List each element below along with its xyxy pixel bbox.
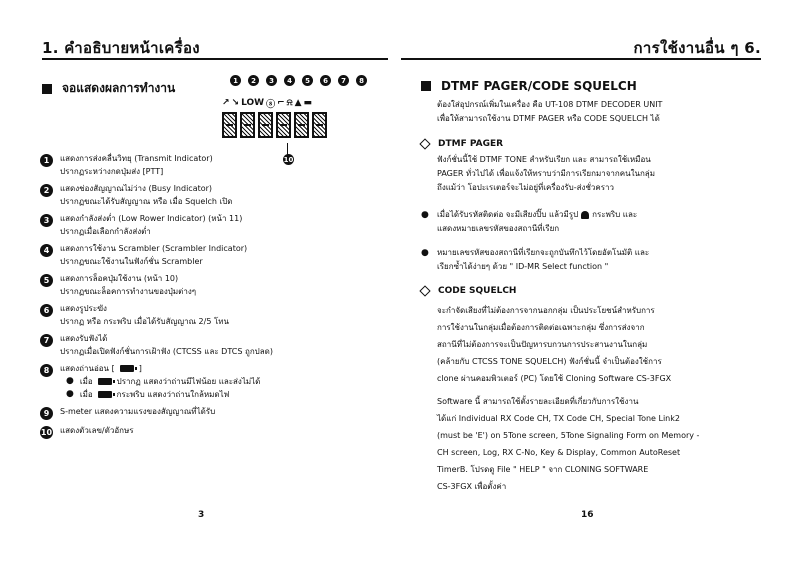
transmit-indicator-icon: ↗ — [222, 98, 230, 108]
legend-number: 9 — [40, 407, 53, 420]
paragraph-line: CH screen, Log, RX C-No, Key & Display, Common AutoReset — [437, 448, 681, 457]
lcd-indicators — [222, 96, 334, 110]
legend-item — [40, 302, 390, 328]
callout-number: 2 — [248, 75, 259, 86]
bullet-text: หมายเลขรหัสของสถานีที่เรียกจะถูกบันทึกไว้โดยอัตโนมัติ และ — [437, 248, 650, 257]
battery-icon — [120, 365, 134, 372]
callout-number: 10 — [283, 155, 294, 164]
paragraph-line: PAGER ทั่วไปได้ เพื่อแจ้งให้ทราบว่ามีการเรียกมาจากคนในกลุ่ม — [437, 169, 655, 178]
title-rule — [401, 58, 761, 60]
legend-number: 10 — [40, 428, 53, 437]
legend-line-end: ] — [138, 364, 142, 373]
legend-line: ปรากฏ หรือ กระพริบ เมื่อได้รับสัญญาณ 2/5 โทน — [60, 317, 230, 326]
intro-line: ต้องใส่อุปกรณ์เพิ่มในเครื่อง คือ UT-108 DTMF DECODER UNIT — [437, 100, 663, 109]
legend-item — [40, 182, 390, 208]
lcd-digit — [240, 112, 255, 138]
bell-icon: ⍾ — [286, 98, 293, 108]
paragraph-line: (must be 'E') on 5Tone screen, 5Tone Signaling Form on Memory - — [437, 431, 700, 440]
right-page — [397, 0, 793, 567]
bullet-item — [421, 246, 771, 274]
sub-heading-text: CODE SQUELCH — [438, 286, 517, 296]
legend-item — [40, 424, 390, 439]
legend-line: แสดงรับฟังได้ — [60, 334, 108, 343]
legend-item — [40, 242, 390, 268]
dtmf-pager-heading — [421, 139, 503, 149]
legend-line: ปรากฏขณะล็อคการทำงานของปุ่มต่างๆ — [60, 287, 197, 296]
legend-line: แสดงการล็อคปุ่มใช้งาน (หน้า 10) — [60, 274, 179, 283]
paragraph-line: (คล้ายกับ CTCSS TONE SQUELCH) ฟังก์ชั่นนี้ จำเป็นต้องใช้การ — [437, 357, 662, 366]
legend-item-battery — [40, 362, 390, 401]
bullet-dot-icon: ● — [421, 248, 429, 258]
busy-indicator-icon: ↘ — [231, 98, 240, 108]
bullet-dot-icon: ● — [66, 376, 74, 386]
legend-line: แสดงถ่านอ่อน [ — [60, 364, 115, 373]
legend-item — [40, 152, 390, 178]
bullet-dot-icon: ● — [421, 210, 429, 220]
battery-icon: ▬ — [303, 98, 313, 108]
lcd-digit — [294, 112, 309, 138]
sub-text: กระพริบ แสดงว่าถ่านใกล้หมดไฟ — [116, 390, 230, 399]
squelch-paragraph — [437, 302, 767, 387]
lcd-digit — [312, 112, 327, 138]
callout-number: 5 — [302, 75, 313, 86]
paragraph-line: ได้แก่ Individual RX Code CH, TX Code CH, Special Tone Link2 — [437, 414, 680, 423]
lcd-digit — [276, 112, 291, 138]
left-page — [0, 0, 396, 567]
legend-line: ปรากฏขณะใช้งานในฟังก์ชั่น Scrambler — [60, 257, 203, 266]
battery-icon — [98, 378, 112, 385]
battery-icon — [98, 391, 112, 398]
callout-number: 3 — [266, 75, 277, 86]
bullet-text: แสดงหมายเลขรหัสของสถานีที่เรียก — [437, 224, 560, 233]
software-paragraph — [437, 393, 767, 495]
bullet-text: เรียกซ้ำได้ง่ายๆ ด้วย " ID-MR Select function " — [437, 262, 609, 271]
callout-number: 6 — [320, 75, 331, 86]
square-bullet-icon — [421, 81, 431, 91]
page-title: การใช้งานอื่น ๆ 6. — [633, 39, 761, 57]
legend-line: แสดงตัวเลข/ตัวอักษร — [60, 426, 134, 435]
bullet-dot-icon: ● — [66, 389, 74, 399]
bullet-text: กระพริบ และ — [592, 210, 638, 219]
callout-number: 7 — [338, 75, 349, 86]
lcd-digit — [258, 112, 273, 138]
bullet-text: เมื่อได้รับรหัสติดต่อ จะมีเสียงปิ๊บ แล้วมีรูป — [437, 210, 579, 219]
legend-number: 5 — [40, 274, 53, 287]
paragraph-line: จะกำจัดเสียงที่ไม่ต้องการจากนอกกลุ่ม เป็นประโยชน์สำหรับการ — [437, 306, 655, 315]
title-rule — [42, 58, 388, 60]
diamond-bullet-icon — [419, 138, 430, 149]
legend-line: แสดงรูประฆัง — [60, 304, 107, 313]
callout-number: 8 — [356, 75, 367, 86]
pager-paragraph — [437, 153, 767, 195]
paragraph-line: สถานีที่ไม่ต้องการจะเป็นปัญหารบกวนการประสานงานในกลุ่ม — [437, 340, 648, 349]
legend-item — [40, 405, 390, 420]
code-squelch-heading — [421, 286, 516, 296]
legend-item — [40, 272, 390, 298]
paragraph-line: Software นี้ สามารถใช้ตั้งรายละเอียดที่เกี่ยวกับการใช้งาน — [437, 397, 639, 406]
legend-line: ปรากฏเมื่อเปิดฟังก์ชั่นการเฝ้าฟัง (CTCSS และ DTCS ถูกปลด) — [60, 347, 273, 356]
callout-numbers — [230, 75, 367, 86]
paragraph-line: ถึงแม้ว่า โอปะเรเตอร์จะไม่อยู่ที่เครื่องรับ-ส่งชั่วคราว — [437, 183, 614, 192]
legend-number: 3 — [40, 214, 53, 227]
legend-line: ปรากฏขณะได้รับสัญญาณ หรือ เมื่อ Squelch เปิด — [60, 197, 233, 206]
section-heading — [42, 79, 175, 98]
legend-line: S-meter แสดงความแรงของสัญญาณที่ได้รับ — [60, 407, 216, 416]
legend-number: 4 — [40, 244, 53, 257]
bell-icon — [581, 211, 589, 219]
legend-item — [40, 332, 390, 358]
key-lock-icon: ⌐ — [277, 98, 285, 108]
legend-number: 8 — [40, 364, 53, 377]
sub-prefix: เมื่อ — [79, 390, 93, 399]
paragraph-line: TimerB. โปรดดู File " HELP " จาก CLONING SOFTWARE — [437, 465, 649, 474]
legend-list — [40, 152, 390, 443]
lcd-display — [222, 96, 334, 142]
low-power-indicator: LOW — [241, 98, 265, 108]
legend-line: แสดงกำลังส่งต่ำ (Low Rower Indicator) (หน้า 11) — [60, 214, 243, 223]
legend-number: 7 — [40, 334, 53, 347]
page-number: 16 — [581, 510, 594, 520]
paragraph-line: การใช้งานในกลุ่มเมื่อต้องการติดต่อเฉพาะกลุ่ม ซึ่งการส่งจาก — [437, 323, 645, 332]
callout-number: 1 — [230, 75, 241, 86]
legend-number: 1 — [40, 154, 53, 167]
legend-line: แสดงการส่งคลื่นวิทยุ (Transmit Indicator) — [60, 154, 213, 163]
paragraph-line: ฟังก์ชั่นนี้ใช้ DTMF TONE สำหรับเรียก และ สามารถใช้เหมือน — [437, 155, 651, 164]
sub-text: ปรากฏ แสดงว่าถ่านมีไฟน้อย และส่งไม่ได้ — [116, 377, 261, 386]
page-title: 1. คำอธิบายหน้าเครื่อง — [42, 39, 200, 57]
section-heading-text: จอแสดงผลการทำงาน — [62, 81, 176, 95]
scrambler-icon: ⓢ — [266, 99, 276, 110]
paragraph-line: clone ผ่านคอมพิวเตอร์ (PC) โดยใช้ Cloning Software CS-3FGX — [437, 374, 672, 383]
sub-prefix: เมื่อ — [79, 377, 93, 386]
legend-number: 2 — [40, 184, 53, 197]
section-heading — [421, 79, 637, 93]
section-heading-text: DTMF PAGER/CODE SQUELCH — [441, 79, 637, 93]
paragraph-line: CS-3FGX เพื่อตั้งค่า — [437, 482, 507, 491]
legend-line: ปรากฏระหว่างกดปุ่มส่ง [PTT] — [60, 167, 164, 176]
lcd-digits — [222, 112, 334, 138]
bullet-item — [421, 208, 771, 236]
diamond-bullet-icon — [419, 285, 430, 296]
legend-number: 6 — [40, 304, 53, 317]
legend-line: แสดงช่องสัญญาณไม่ว่าง (Busy Indicator) — [60, 184, 213, 193]
legend-line: แสดงการใช้งาน Scrambler (Scrambler Indicator) — [60, 244, 248, 253]
intro-line: เพื่อให้สามารถใช้งาน DTMF PAGER หรือ CODE SQUELCH ได้ — [437, 114, 660, 123]
callout-number: 4 — [284, 75, 295, 86]
page-number: 3 — [198, 510, 205, 520]
legend-item — [40, 212, 390, 238]
legend-line: ปรากฏเมื่อเลือกกำลังส่งต่ำ — [60, 227, 151, 236]
monitor-icon: ▲ — [294, 98, 302, 108]
sub-heading-text: DTMF PAGER — [438, 139, 504, 149]
intro-paragraph — [437, 98, 767, 126]
lcd-digit — [222, 112, 237, 138]
square-bullet-icon — [42, 84, 52, 94]
